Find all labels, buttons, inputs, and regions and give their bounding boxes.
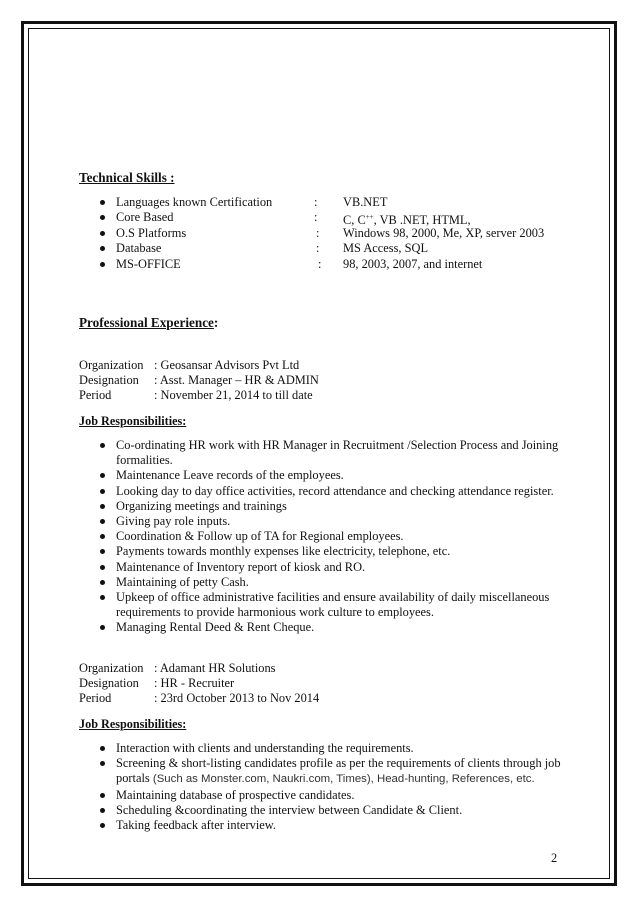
organization-value: : Adamant HR Solutions (154, 661, 276, 675)
professional-experience-heading (79, 315, 218, 330)
period-row (79, 388, 313, 403)
designation-value: : HR - Recruiter (154, 676, 235, 690)
organization-row (79, 358, 299, 373)
designation-row (79, 373, 319, 388)
list-item: Scheduling &coordinating the interview between Candidate & Client. (116, 803, 566, 818)
list-item: Managing Rental Deed & Rent Cheque. (116, 620, 566, 635)
period-row (79, 691, 319, 706)
list-item: Payments towards monthly expenses like electricity, telephone, etc. (116, 544, 566, 559)
skill-value-superscript: ++ (365, 213, 374, 221)
technical-skills-heading: Technical Skills : (79, 170, 175, 185)
skill-value-main: C, C (343, 213, 366, 228)
organization-value: : Geosansar Advisors Pvt Ltd (154, 358, 300, 372)
skill-value: VB.NET (343, 195, 388, 209)
skill-value: Windows 98, 2000, Me, XP, server 2003 (343, 226, 545, 240)
designation-value: : Asst. Manager – HR & ADMIN (154, 373, 319, 387)
skill-value: MS Access, SQL (343, 241, 429, 255)
skill-label: MS-OFFICE (116, 257, 181, 271)
skill-colon: : (314, 210, 318, 224)
list-item: Maintaining database of prospective candidates. (116, 788, 566, 803)
skill-colon: : (318, 257, 322, 271)
period-value: : November 21, 2014 to till date (154, 388, 313, 402)
list-item: Organizing meetings and trainings (116, 499, 566, 514)
job1-responsibilities-heading: Job Responsibilities: (79, 414, 187, 428)
list-item: Giving pay role inputs. (116, 514, 566, 529)
skill-label: Database (116, 241, 162, 255)
professional-experience-colon: : (213, 315, 219, 330)
organization-label: Organization (79, 358, 144, 372)
list-item: Maintaining of petty Cash. (116, 575, 566, 590)
list-item (116, 756, 566, 787)
list-item: Co-ordinating HR work with HR Manager in Recruitment /Selection Process and Joining formalities. (116, 438, 566, 468)
skill-label: Languages known Certification (116, 195, 273, 209)
list-item: Interaction with clients and understanding the requirements. (116, 741, 566, 756)
designation-label: Designation (79, 373, 139, 387)
job1-responsibilities-list (116, 438, 566, 636)
designation-label: Designation (79, 676, 139, 690)
skill-value: 98, 2003, 2007, and internet (343, 257, 483, 271)
list-item: Maintenance Leave records of the employees. (116, 468, 566, 483)
list-item: Taking feedback after interview. (116, 818, 566, 833)
designation-row (79, 676, 234, 691)
skill-value-rest: , VB .NET, HTML, (373, 213, 471, 228)
professional-experience-title: Professional Experience (79, 315, 214, 330)
job2-responsibilities-heading: Job Responsibilities: (79, 717, 187, 731)
period-label: Period (79, 388, 112, 402)
skill-colon: : (316, 241, 320, 255)
organization-row (79, 661, 276, 676)
skill-colon: : (316, 226, 320, 240)
list-item-text: Screening & short-listing candidates profile as per the requirements of clients through job portals (116, 756, 561, 786)
list-item: Maintenance of Inventory report of kiosk and RO. (116, 560, 566, 575)
skill-label: Core Based (116, 210, 174, 224)
page-number: 2 (551, 851, 558, 865)
period-value: : 23rd October 2013 to Nov 2014 (154, 691, 320, 705)
skill-label: O.S Platforms (116, 226, 187, 240)
organization-label: Organization (79, 661, 144, 675)
job2-responsibilities-list (116, 741, 566, 833)
list-item: Looking day to day office activities, record attendance and checking attendance register. (116, 484, 566, 499)
list-item: Coordination & Follow up of TA for Regional employees. (116, 529, 566, 544)
list-item: Upkeep of office administrative facilities and ensure availability of daily miscellaneous requirements to provide harmonious work culture to employees. (116, 590, 566, 620)
skill-colon: : (314, 195, 318, 209)
period-label: Period (79, 691, 112, 705)
list-item-text-examples: (Such as Monster.com, Naukri.com, Times), Head-hunting, References, etc. (149, 773, 535, 786)
